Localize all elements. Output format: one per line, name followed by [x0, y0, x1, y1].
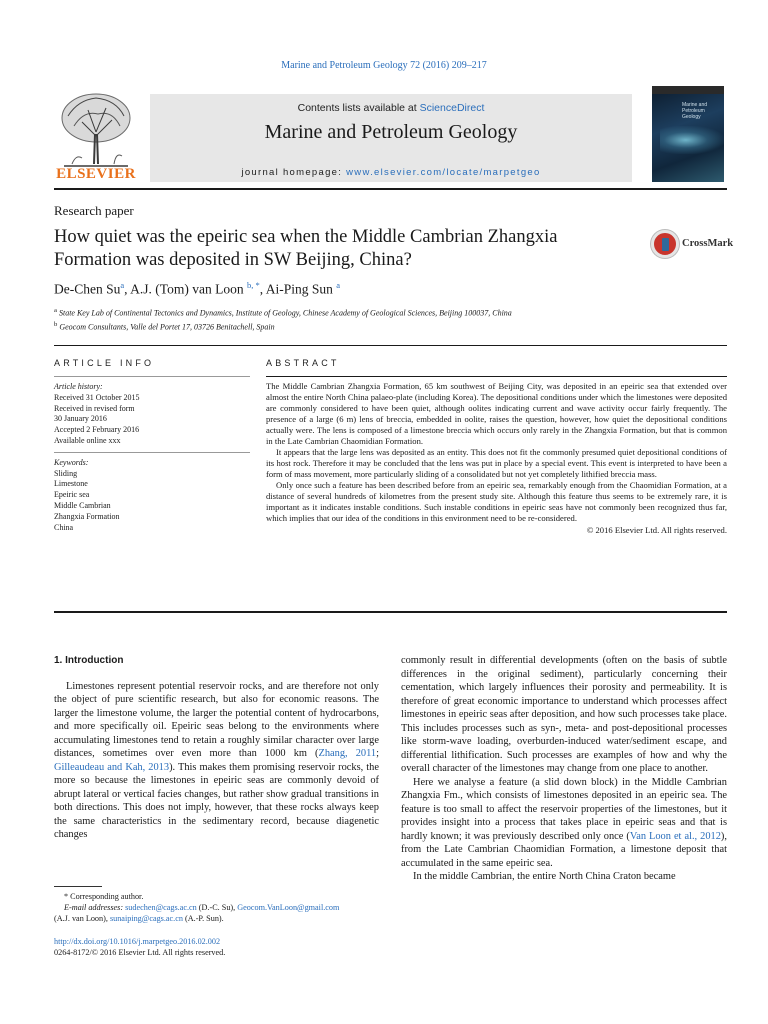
article-title: How quiet was the epeiric sea when the Middle Cambrian Zhangxia Formation was deposited in SW Beijing, China? — [54, 227, 558, 270]
article-info-panel — [54, 376, 250, 533]
history-item: Accepted 2 February 2016 — [54, 425, 140, 435]
body-column-right — [401, 654, 727, 884]
author-affiliation-mark[interactable]: a — [336, 280, 341, 290]
body-text: ; — [376, 748, 379, 759]
corresponding-author-note: * Corresponding author. — [64, 892, 144, 901]
abstract-paragraph: The Middle Cambrian Zhangxia Formation, 65 km southwest of Beijing City, was deposited in an epeiric sea that extended over almost the entire North China palaeo-plate (including Korea). The depositional conditions under which the limestones were deposited are commonly considered to have been quiet, although oolites indicating current and wave activity occur fairly frequently. The presence of a large (6 m) lens of breccia, embedded in oolite, raises the question, however, how quiet the depositional conditions actually were. The lens is composed of a limestone breccia which occurs only rarely in the Zhangxia Formation, but that is common in the Late Cambrian Chaomidian Formation. — [266, 381, 727, 446]
publisher-wordmark: ELSEVIER — [56, 166, 136, 182]
doi-block — [54, 937, 225, 958]
footnote-rule — [54, 886, 102, 887]
email-owner: (D.-C. Su), — [196, 902, 238, 912]
doi-link[interactable]: http://dx.doi.org/10.1016/j.marpetgeo.2016.02.002 — [54, 937, 221, 946]
footnote — [54, 892, 384, 924]
info-divider — [54, 452, 250, 453]
issn-copyright: 0264-8172/© 2016 Elsevier Ltd. All rights reserved. — [54, 947, 226, 957]
abstract-paragraph: Only once such a feature has been described before from an epeiric sea, remarkably enough from the Chaomidian Formation, at a distance of several hundreds of kilometres from the present study site. Although this feature thus seems to be extremely rare, it is important as it indicates instable conditions. Such instable conditions in epeiric seas have not commonly been recognized thus far, which implies that our idea of the conditions in this environment need to be re-considered. — [266, 480, 727, 523]
keyword-item: China — [54, 522, 74, 532]
body-text: Limestones represent potential reservoir rocks, and are therefore not only the object of pure scientific research, but also for economic reasons. The larger the limestone volume, the larger the potential content of hydrocarbons, and more specifically oil. Epeiric seas belong to the environments where accumulating limestones tend to retain a roughly similar character over large distances, sometimes over even more than 1000 km ( — [54, 680, 379, 759]
keyword-item: Middle Cambrian — [54, 500, 111, 510]
affiliation-mark: b — [54, 320, 58, 328]
journal-banner — [150, 94, 632, 182]
abstract-heading: ABSTRACT — [266, 358, 340, 368]
affiliation-item — [54, 305, 512, 319]
journal-header — [54, 84, 727, 186]
keyword-item: Zhangxia Formation — [54, 511, 120, 521]
journal-homepage-link[interactable]: www.elsevier.com/locate/marpetgeo — [346, 167, 541, 178]
affiliation-text: Geocom Consultants, Valle del Portet 17, 03726 Benitachell, Spain — [59, 322, 275, 332]
homepage-line — [150, 167, 632, 178]
section-title: 1. Introduction — [54, 655, 124, 666]
abstract-body — [266, 381, 727, 536]
info-top-rule — [54, 345, 727, 346]
email-link[interactable]: Geocom.VanLoon@gmail.com — [237, 902, 340, 912]
keyword-item: Sliding — [54, 468, 78, 478]
body-column-left — [54, 654, 379, 842]
body-text: ), from the Late Cambrian Chaomidian Formation, a limestone deposit that accumulated in the same epeiric sea. — [401, 830, 727, 869]
keywords-label: Keywords: — [54, 457, 89, 467]
header-rule — [54, 188, 727, 190]
history-label: Article history: — [54, 382, 103, 391]
contents-line — [150, 102, 632, 114]
author-separator: , — [124, 281, 131, 297]
author-name[interactable]: A.J. (Tom) van Loon — [130, 281, 244, 297]
affiliations — [54, 305, 512, 332]
citation-link[interactable]: Van Loon et al., 2012 — [629, 830, 721, 842]
author-name[interactable]: De-Chen Su — [54, 281, 121, 297]
affiliation-text: State Key Lab of Continental Tectonics and Dynamics, Institute of Geology, Chinese Academy of Geological Sciences, Beijing 100037, China — [58, 308, 512, 318]
contents-prefix: Contents lists available at — [297, 102, 420, 114]
abstract-copyright: © 2016 Elsevier Ltd. All rights reserved. — [586, 525, 727, 535]
email-label: E-mail addresses: — [64, 902, 126, 912]
author-affiliation-mark[interactable]: b, * — [246, 280, 260, 290]
citation-link[interactable]: Zhang, 2011 — [318, 748, 377, 759]
citation-link[interactable]: Gilleaudeau and Kah, 2013 — [54, 761, 170, 773]
abstract-top-rule — [266, 376, 727, 377]
email-owner: (A.J. van Loon), — [54, 913, 110, 923]
history-item: Received in revised form — [54, 403, 135, 413]
history-item: Received 31 October 2015 — [54, 392, 140, 402]
author-affiliation-mark[interactable]: a — [120, 280, 125, 290]
author-name[interactable]: Ai-Ping Sun — [265, 281, 333, 297]
cover-glow — [660, 126, 724, 154]
affiliation-mark: a — [54, 307, 57, 314]
body-paragraph — [401, 776, 727, 871]
abstract-bottom-rule — [54, 611, 727, 613]
body-text: Here we analyse a feature (a slid down block) in the Middle Cambrian Zhangxia Fm., which consists of limestones deposited in an epeiric sea. The feature is too small to affect the reservoir properties of the limestones, but it provides insight into a process that takes place in epeiric seas and that is hardly known; it was previously described only once ( — [401, 776, 727, 842]
article-info-heading: ARTICLE INFO — [54, 358, 155, 368]
crossmark-label: CrossMark — [682, 238, 734, 249]
crossmark-icon — [651, 230, 679, 258]
email-link[interactable]: sunaiping@cags.ac.cn — [109, 913, 183, 923]
cover-strip — [652, 86, 724, 94]
body-paragraph — [54, 680, 379, 842]
body-paragraph: In the middle Cambrian, the entire North China Craton became — [413, 871, 676, 882]
journal-cover-image — [652, 86, 724, 182]
author-list — [54, 280, 340, 298]
keyword-item: Epeiric sea — [54, 490, 90, 500]
homepage-prefix: journal homepage: — [241, 167, 347, 178]
crossmark-badge[interactable] — [651, 230, 734, 260]
cover-title: Marine and Petroleum Geology — [682, 102, 708, 120]
history-item: 30 January 2016 — [54, 414, 107, 424]
email-addresses-cont — [54, 914, 384, 925]
email-link[interactable]: sudechen@cags.ac.cn — [125, 902, 197, 912]
keyword-item: Limestone — [54, 479, 88, 489]
abstract-paragraph: It appears that the large lens was deposited as an entity. This does not fit the commonly presumed quiet depositional conditions of its host rock. Therefore it may be concluded that the lens was put in place by a special event. This event is interpreted to have been a form of mass movement, more particularly sliding of a consolidated but not yet completely lithified breccia mass. — [266, 447, 727, 479]
email-addresses — [54, 903, 384, 914]
email-owner: (A.-P. Sun). — [182, 913, 224, 923]
body-text: ). This makes them promising reservoir rocks, the more so because the limestones in epeiric seas are commonly devoid of abrupt lateral or vertical facies changes, but rather show gradual transitions in both directions. This does not imply, however, that these rocks always keep the same characteristics in the sedimentary record, because diagenetic changes — [54, 761, 379, 840]
author-separator: , — [259, 281, 266, 297]
history-item: Available online xxx — [54, 435, 121, 445]
body-paragraph: commonly result in differential developments (often on the basis of subtle differences in the original sediment), particularly concerning their cementation, which largely influences their porosity and permeability. It is therefore of great economic importance to understand which processes affect limestones in epeiric seas after deposition, and how such processes take place. This includes processes such as syn-, meta- and post-depositional processes like storm-wave loading, overburden-induced water/sediment escape, and differential lithification. Such processes are examples of how and why the overall character of the limestones may change from one place to another. — [401, 655, 727, 774]
journal-title: Marine and Petroleum Geology — [264, 121, 518, 143]
journal-reference[interactable]: Marine and Petroleum Geology 72 (2016) 209–217 — [281, 60, 487, 71]
affiliation-item — [54, 319, 512, 333]
sciencedirect-link[interactable]: ScienceDirect — [419, 102, 485, 114]
article-type: Research paper — [54, 203, 134, 218]
info-divider — [54, 376, 250, 377]
